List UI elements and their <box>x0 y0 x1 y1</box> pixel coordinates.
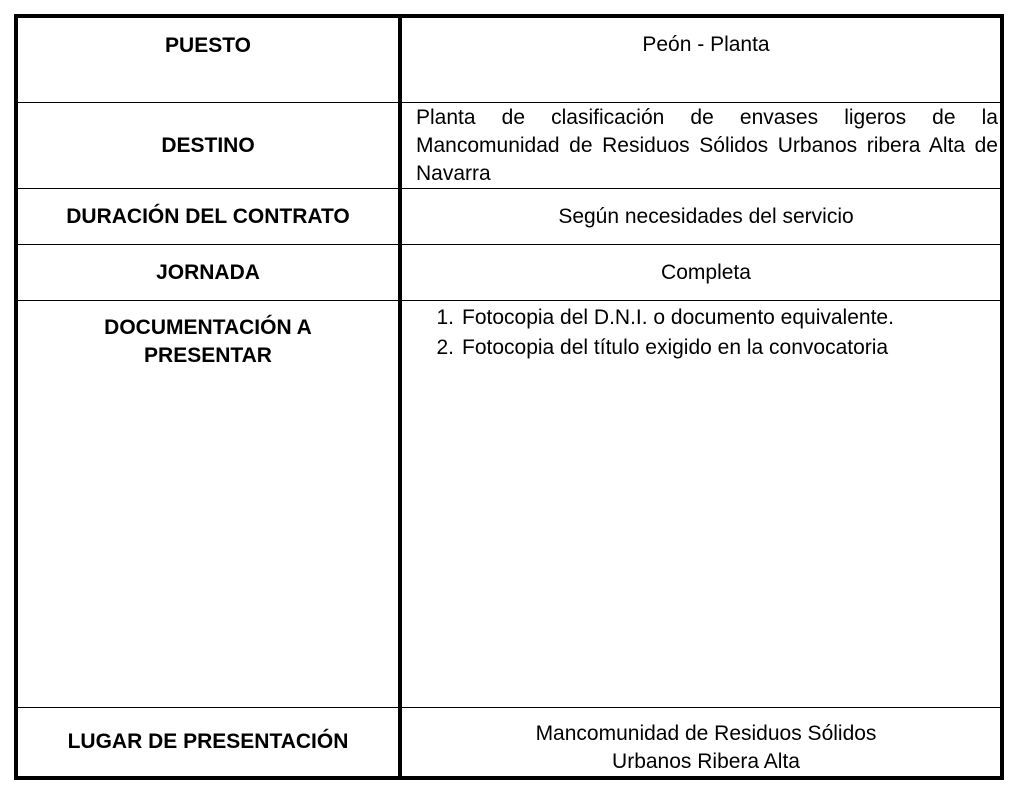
documentacion-label <box>18 301 402 708</box>
documentacion-list <box>420 303 894 363</box>
duracion-value <box>402 189 1000 245</box>
jornada-label-text: JORNADA <box>156 260 260 284</box>
puesto-value <box>402 18 1000 103</box>
destino-label-text: DESTINO <box>161 133 255 157</box>
jornada-value <box>402 245 1000 301</box>
destino-value: Planta de clasificación de envases ligeros de la Mancomunidad de Residuos Sólidos Urbanos ribera Alta de Navarra <box>402 103 1000 189</box>
jornada-value-text: Completa <box>661 260 751 284</box>
duracion-value-text: Según necesidades del servicio <box>558 204 854 228</box>
list-item-text: Fotocopia del D.N.I. o documento equivalente. <box>462 306 894 329</box>
lugar-value-text <box>536 720 877 776</box>
documentacion-value <box>402 301 1000 708</box>
list-item-number: 1. <box>436 306 454 329</box>
lugar-value-line1: Mancomunidad de Residuos Sólidos <box>535 722 877 745</box>
list-item-text: Fotocopia del título exigido en la convocatoria <box>462 336 889 359</box>
lugar-label-text: LUGAR DE PRESENTACIÓN <box>67 730 349 753</box>
puesto-label <box>18 18 402 103</box>
puesto-value-text: Peón - Planta <box>642 33 770 56</box>
lugar-value-line2: Urbanos Ribera Alta <box>612 750 800 773</box>
documentacion-label-text <box>104 314 312 370</box>
list-item <box>420 303 894 333</box>
documentacion-label-line1: DOCUMENTACIÓN A <box>104 316 312 339</box>
lugar-value <box>402 708 1000 776</box>
destino-label <box>18 103 402 189</box>
duracion-label-text: DURACIÓN DEL CONTRATO <box>66 204 350 228</box>
documentacion-label-line2: PRESENTAR <box>144 344 272 367</box>
jornada-label <box>18 245 402 301</box>
lugar-label <box>18 708 402 776</box>
puesto-label-text: PUESTO <box>165 34 251 57</box>
job-offer-table <box>14 14 1004 780</box>
list-item <box>420 333 894 363</box>
duracion-label <box>18 189 402 245</box>
list-item-number: 2. <box>436 336 454 359</box>
